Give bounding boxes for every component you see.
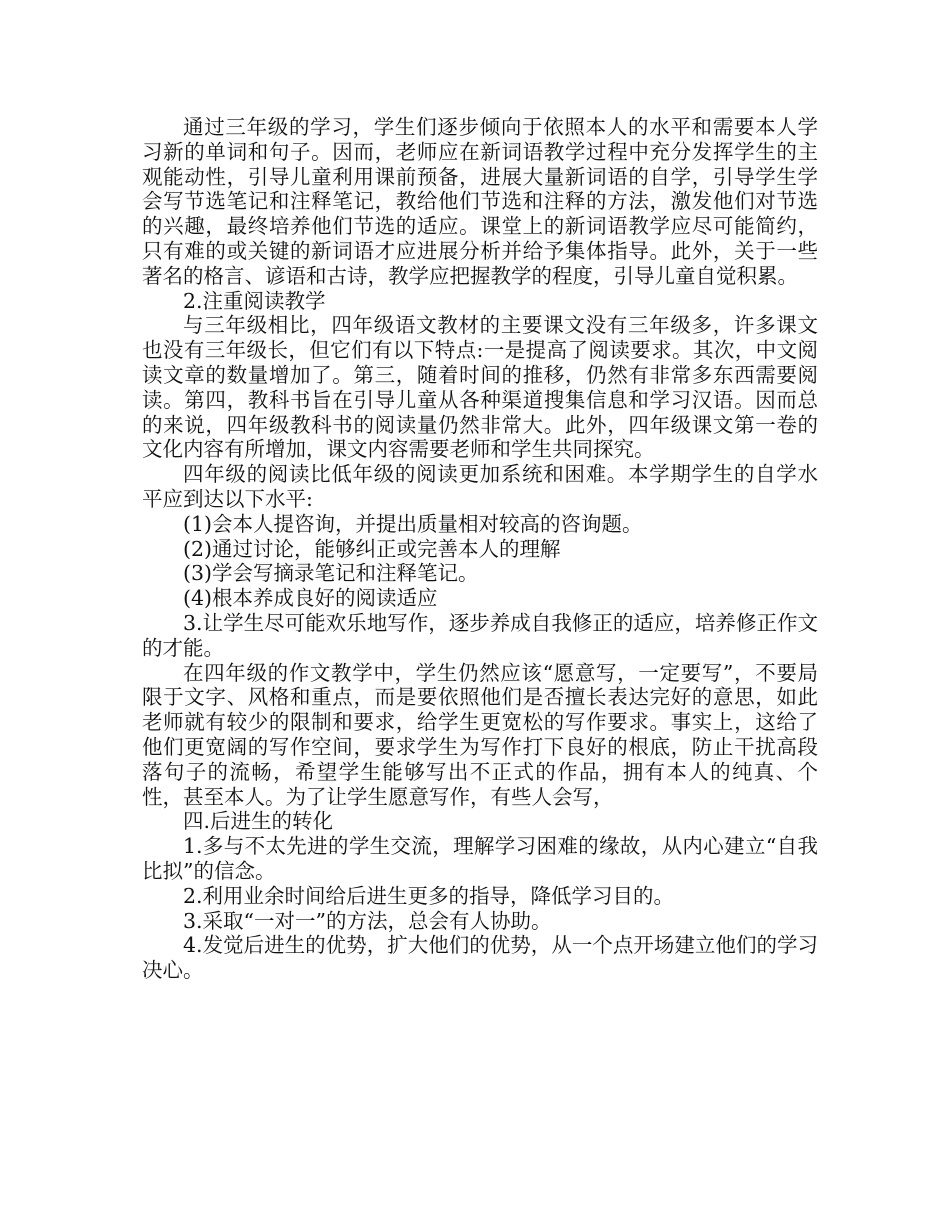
list-item-communicate: 1.多与不太先进的学生交流，理解学习困难的缘故，从内心建立“自我比拟”的信念。: [142, 834, 818, 883]
heading-struggling-students: 四.后进生的转化: [183, 809, 334, 834]
paragraph-reading-level-requirements: 四年级的阅读比低年级的阅读更加系统和困难。本学期学生的自学水平应到达以下水平:: [142, 462, 818, 511]
list-item-note-taking: (3)学会写摘录笔记和注释笔记。: [183, 561, 479, 586]
paragraph-new-vocabulary-teaching: 通过三年级的学习，学生们逐步倾向于依照本人的水平和需要本人学习新的单词和句子。因而，老师应在新词语教学过程中充分发挥学生的主观能动性，引导儿童利用课前预备，进展大量新词语的自学，引导学生学会写节选笔记和注释笔记，教给他们节选和注释的方法，激发他们对节选的兴趣，最终培养他们节选的适应。课堂上的新词语教学应尽可能简约，只有难的或关键的新词语才应进展分析并给予集体指导。此外，关于一些著名的格言、谚语和古诗，教学应把握教学的程度，引导儿童自觉积累。: [142, 115, 818, 288]
paragraph-grade-four-reading-material: 与三年级相比，四年级语文教材的主要课文没有三年级多，许多课文也没有三年级长，但它们有以下特点:一是提高了阅读要求。其次，中文阅读文章的数量增加了。第三，随着时间的推移，仍然有非常多东西需要阅读。第四，教科书旨在引导儿童从各种渠道搜集信息和学习汉语。因而总的来说，四年级教科书的阅读量仍然非常大。此外，四年级课文第一卷的文化内容有所增加，课文内容需要老师和学生共同探究。: [142, 313, 818, 462]
list-item-reading-habit: (4)根本养成良好的阅读适应: [183, 586, 438, 611]
list-item-one-on-one: 3.采取“一对一”的方法，总会有人协助。: [183, 908, 552, 933]
heading-reading-teaching: 2.注重阅读教学: [183, 288, 326, 313]
list-item-strengths: 4.发觉后进生的优势，扩大他们的优势，从一个点开场建立他们的学习决心。: [142, 933, 818, 983]
document-page: [142, 115, 818, 983]
list-item-discussion: (2)通过讨论，能够纠正或完善本人的理解: [183, 536, 561, 561]
paragraph-composition-teaching: 在四年级的作文教学中，学生仍然应该“愿意写，一定要写”，不要局限于文字、风格和重点，而是要依照他们是否擅长表达完好的意思，如此老师就有较少的限制和要求，给学生更宽松的写作要求。事实上，这给了他们更宽阔的写作空间，要求学生为写作打下良好的根底，防止干扰高段落句子的流畅，希望学生能够写出不正式的作品，拥有本人的纯真、个性，甚至本人。为了让学生愿意写作，有些人会写，: [142, 660, 818, 809]
heading-happy-writing: 3.让学生尽可能欢乐地写作，逐步养成自我修正的适应，培养修正作文的才能。: [142, 610, 818, 660]
list-item-extra-guidance: 2.利用业余时间给后进生更多的指导，降低学习目的。: [183, 883, 675, 908]
list-item-ask-questions: (1)会本人提咨询，并提出质量相对较高的咨询题。: [183, 511, 643, 536]
